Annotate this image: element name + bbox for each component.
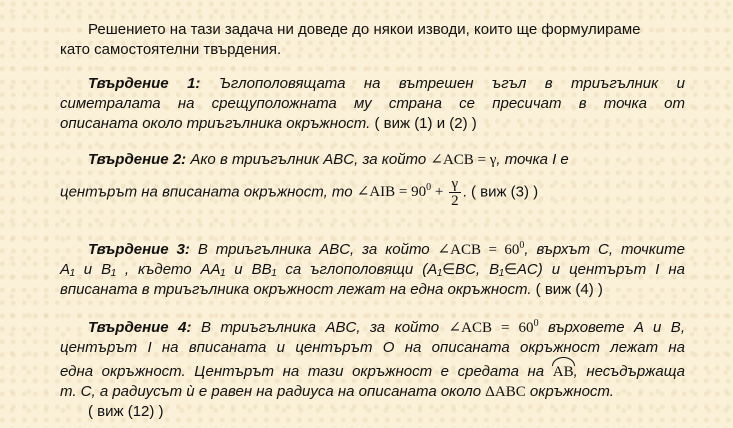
statement-1-line-2: симетралата на срещуположната му страна се пресичат в точка от — [60, 95, 685, 112]
statement-1-label: Твърдение 1: — [88, 75, 201, 92]
statement-3-text-b: , върхът C, точките — [524, 241, 685, 258]
degree-sup: 0 — [426, 182, 432, 194]
statement-4-line-3: една окръжност. Центърът на тази окръжност е средата на — [60, 363, 553, 380]
degree-sup-3: 0 — [519, 240, 525, 251]
triangle-abc: ΔABC — [485, 384, 526, 400]
statement-4-label: Твърдение 4: — [88, 319, 192, 336]
statement-2-text-a: Ако в триъгълник ABC, за който — [190, 151, 431, 168]
statement-4-line-4-end: окръжност. — [525, 383, 614, 400]
statement-3 — [60, 236, 685, 300]
statement-1 — [60, 74, 685, 134]
statement-4-ref: ( виж (12) ) — [88, 403, 164, 420]
statement-3-text-a: В триъгълника ABC, за който — [197, 241, 438, 258]
statement-4-line-2: центърът I на вписаната и центърът O на описаната окръжност лежат на — [60, 339, 685, 356]
angle-acb-60 — [438, 242, 525, 258]
statement-2-ref: . ( виж (3) ) — [462, 183, 539, 201]
angle-acb-60-text: ∠ACB = 60 — [437, 242, 520, 258]
intro-paragraph — [60, 20, 685, 60]
statement-3-line-2: A₁ и B₁ , където AA₁ и BB₁ са ъглополовящи (A₁∈BC, B₁∈AC) и центърът I на — [60, 261, 685, 278]
statement-4-text-a: В триъгълника ABC, за който — [200, 319, 449, 336]
angle-aib-text: ∠AIB = 90 — [356, 184, 427, 201]
statement-4 — [60, 314, 685, 422]
statement-1-line-3: описаната около триъгълника окръжност. — [60, 115, 371, 132]
statement-3-line-3: вписаната в триъгълника окръжност лежат на една окръжност. — [60, 281, 532, 298]
statement-1-line-1: Ъглополовящата на вътрешен ъгъл в триъгълник и — [218, 75, 685, 92]
fraction-denominator: 2 — [451, 193, 459, 209]
statement-2-label: Твърдение 2: — [88, 151, 187, 168]
plus-sign: + — [431, 184, 448, 201]
statement-3-ref: ( виж (4) ) — [531, 281, 603, 298]
intro-line-1: Решението на тази задача ни доведе до някои изводи, които ще формулираме — [88, 21, 641, 38]
statement-4-line-3-end: , несъдържаща — [573, 363, 685, 380]
angle-aib-formula — [357, 184, 447, 200]
angle-acb-60-s4 — [449, 320, 539, 336]
angle-acb-60-s4-text: ∠ACB = 60 — [448, 320, 534, 336]
angle-acb-formula: ∠ACB = γ — [430, 152, 497, 168]
statement-1-ref: ( виж (1) и (2) ) — [370, 115, 477, 132]
degree-sup-4: 0 — [533, 318, 539, 329]
statement-4-text-b: върховете A и B, — [538, 319, 685, 336]
intro-line-2: като самостоятелни твърдения. — [60, 41, 282, 58]
statement-4-line-4: т. C, а радиусът ѝ е равен на радиуса на описаната около — [60, 383, 486, 400]
arc-ab: AB — [553, 358, 574, 382]
fraction-numerator: γ — [449, 176, 461, 193]
statement-2 — [60, 150, 685, 209]
statement-3-label: Твърдение 3: — [88, 241, 190, 258]
statement-2-text-c: центърът на вписаната окръжност, то — [60, 183, 357, 201]
gamma-half-fraction — [449, 176, 461, 209]
statement-2-text-b: , точка I е — [496, 151, 569, 168]
